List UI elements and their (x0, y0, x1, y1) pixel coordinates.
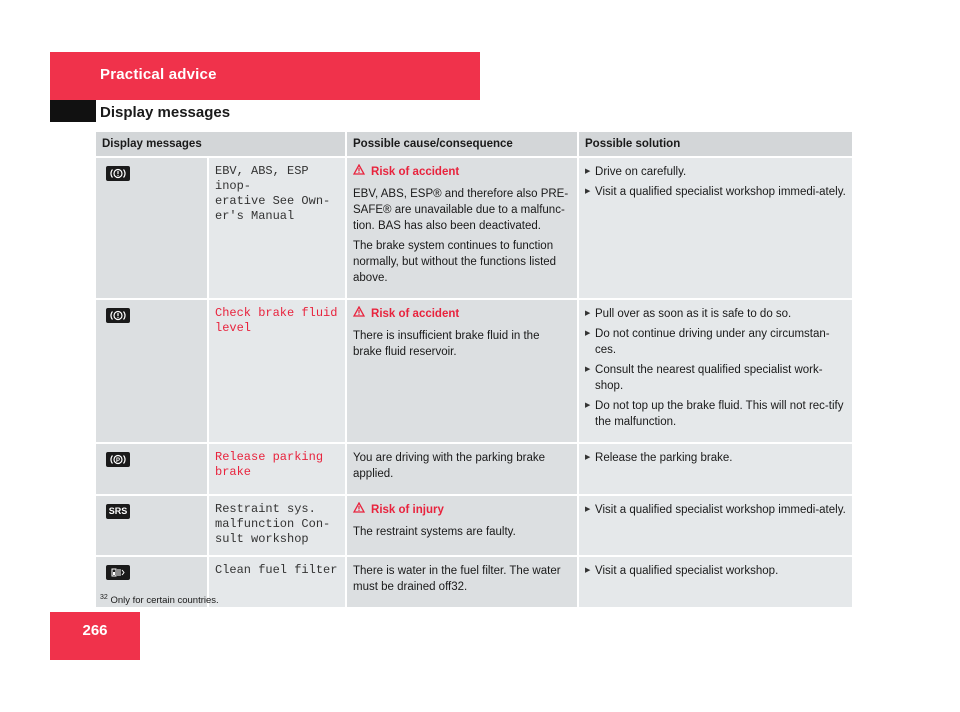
display-icon-cell (96, 299, 208, 443)
display-message-text: EBV, ABS, ESP inop- erative See Own- er's Manual (215, 164, 331, 223)
page-number: 266 (82, 622, 108, 639)
brake-warning-icon (106, 166, 130, 181)
solution-item: ▶ Visit a qualified specialist workshop immedi-ately. (585, 184, 846, 200)
solution-list (585, 502, 846, 518)
solution-cell (578, 443, 852, 495)
fuel-filter-icon (106, 565, 130, 580)
display-message-cell (208, 157, 346, 299)
solution-list (585, 563, 846, 579)
footnote-number: 32 (100, 594, 108, 601)
warning-label: Risk of injury (371, 504, 444, 516)
solution-item: ▶ Visit a qualified specialist workshop immedi-ately. (585, 502, 846, 518)
warning-label: Risk of accident (371, 308, 460, 320)
column-header-display-messages: Display messages (96, 132, 346, 157)
page-number-box (50, 612, 140, 660)
solution-item: ▶ Visit a qualified specialist workshop. (585, 563, 846, 579)
cause-cell (346, 443, 578, 495)
warning-triangle-icon (353, 306, 365, 322)
display-message-cell (208, 299, 346, 443)
table-header-row (96, 132, 852, 157)
display-message-text: Clean fuel filter (215, 563, 338, 577)
cause-cell (346, 556, 578, 607)
header-marker (50, 100, 96, 122)
cause-cell (346, 299, 578, 443)
solution-list (585, 164, 846, 200)
solution-list (585, 306, 846, 430)
column-header-solution: Possible solution (578, 132, 852, 157)
footnote (100, 594, 219, 606)
solution-item: ▶ Do not top up the brake fluid. This will not rec-tify the malfunction. (585, 398, 846, 430)
display-message-text: Release parking brake (215, 450, 324, 479)
warning-label: Risk of accident (371, 166, 460, 178)
cause-text: EBV, ABS, ESP® and therefore also PRE-SAFE® are unavailable due to a malfunc-tion. BAS has also been deactivated. (353, 188, 569, 232)
table-row (96, 495, 852, 556)
cause-text: There is insufficient brake fluid in the brake fluid reservoir. (353, 330, 540, 358)
cause-text: The restraint systems are faulty. (353, 526, 516, 538)
solution-item: ▶ Do not continue driving under any circumstan-ces. (585, 326, 846, 358)
footnote-text: Only for certain countries. (110, 595, 219, 607)
solution-cell (578, 299, 852, 443)
solution-list (585, 450, 846, 466)
column-header-cause: Possible cause/consequence (346, 132, 578, 157)
display-icon-cell (96, 443, 208, 495)
table-row (96, 299, 852, 443)
cause-text: The brake system continues to function normally, but without the functions listed above. (353, 240, 557, 284)
parking-brake-icon (106, 452, 130, 467)
table-row (96, 443, 852, 495)
warning-heading (353, 502, 571, 518)
srs-icon: SRS (106, 504, 130, 519)
warning-triangle-icon (353, 502, 365, 518)
page-subtitle: Display messages (100, 104, 231, 121)
solution-cell (578, 495, 852, 556)
display-messages-table (96, 132, 852, 607)
display-message-text: Check brake fluid level (215, 306, 338, 335)
warning-heading (353, 306, 571, 322)
solution-item: ▶ Pull over as soon as it is safe to do so. (585, 306, 846, 322)
table-row (96, 157, 852, 299)
warning-heading (353, 164, 571, 180)
cause-cell (346, 157, 578, 299)
solution-cell (578, 157, 852, 299)
display-message-cell (208, 495, 346, 556)
display-icon-cell (96, 495, 208, 556)
section-title: Practical advice (100, 66, 217, 83)
display-message-cell (208, 556, 346, 607)
solution-item: ▶ Consult the nearest qualified specialist work-shop. (585, 362, 846, 394)
display-message-cell (208, 443, 346, 495)
display-icon-cell (96, 157, 208, 299)
cause-text: You are driving with the parking brake applied. (353, 452, 546, 480)
solution-item: ▶ Drive on carefully. (585, 164, 846, 180)
brake-warning-icon (106, 308, 130, 323)
svg-text:P: P (115, 457, 121, 464)
warning-triangle-icon (353, 164, 365, 180)
solution-item: ▶ Release the parking brake. (585, 450, 846, 466)
cause-cell (346, 495, 578, 556)
display-message-text: Restraint sys. malfunction Con- sult workshop (215, 502, 331, 546)
cause-text: There is water in the fuel filter. The water must be drained off32. (353, 565, 561, 593)
solution-cell (578, 556, 852, 607)
